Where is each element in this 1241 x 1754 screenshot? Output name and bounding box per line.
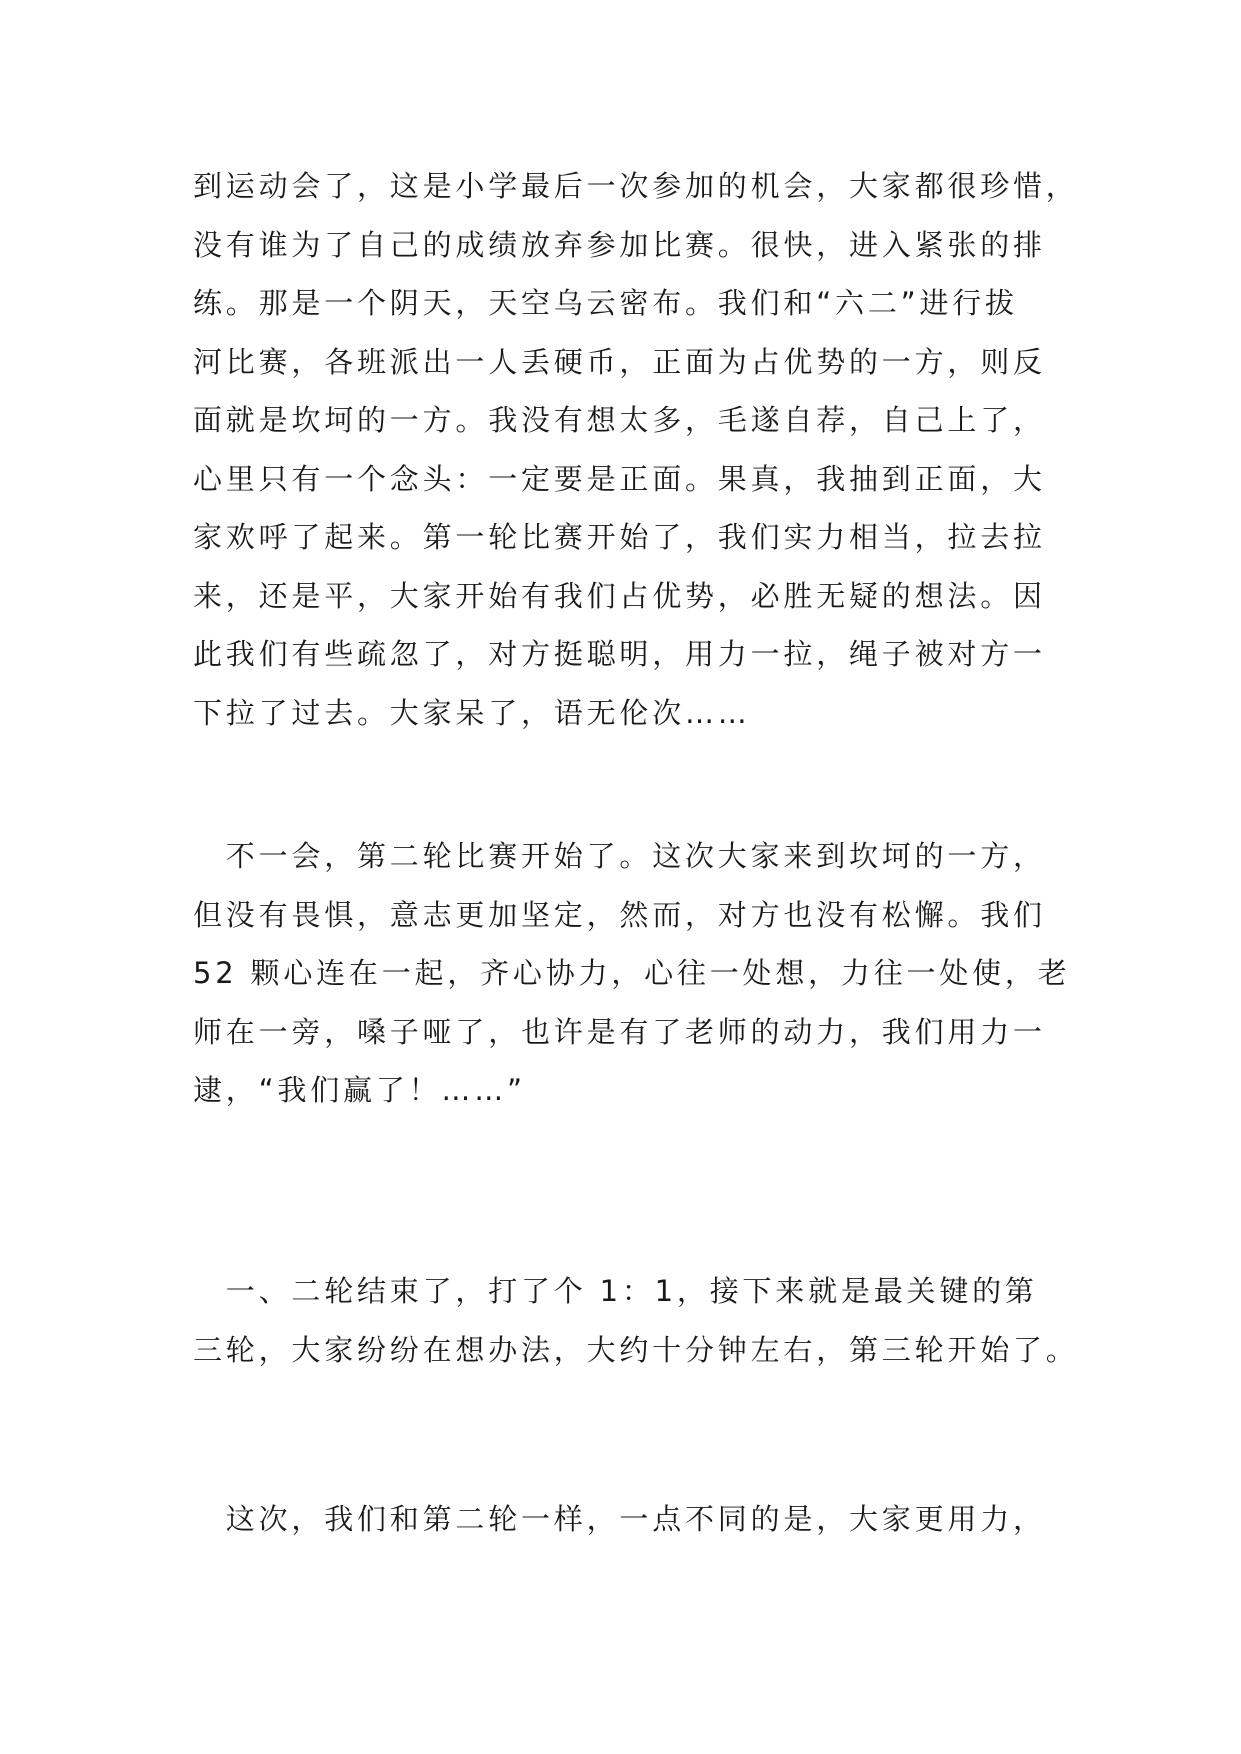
paragraph-line: 练。那是一个阴天，天空乌云密布。我们和“六二”进行拔 bbox=[193, 286, 1018, 320]
paragraph-line: 没有谁为了自己的成绩放弃参加比赛。很快，进入紧张的排 bbox=[193, 227, 1046, 262]
paragraph-line: 下拉了过去。大家呆了，语无伦次…… bbox=[193, 695, 751, 730]
paragraph-2 bbox=[193, 827, 1071, 1120]
paragraph-line: 河比赛，各班派出一人丢硬币，正面为占优势的一方，则反 bbox=[193, 344, 1046, 379]
paragraph-line: 到运动会了，这是小学最后一次参加的机会，大家都很珍惜， bbox=[193, 169, 1079, 203]
paragraph-line: 家欢呼了起来。第一轮比赛开始了，我们实力相当，拉去拉 bbox=[193, 520, 1046, 554]
paragraph-3 bbox=[193, 1262, 1079, 1379]
paragraph-line: 此我们有些疏忽了，对方挺聪明，用力一拉，绳子被对方一 bbox=[193, 637, 1046, 671]
paragraph-1 bbox=[193, 157, 1079, 742]
paragraph-line: 心里只有一个念头：一定要是正面。果真，我抽到正面，大 bbox=[193, 461, 1046, 496]
paragraph-line: 不一会，第二轮比赛开始了。这次大家来到坎坷的一方， bbox=[193, 839, 1046, 873]
paragraph-line: 师在一旁，嗓子哑了，也许是有了老师的动力，我们用力一 bbox=[193, 1014, 1046, 1049]
paragraph-line: 一、二轮结束了，打了个 1：1，接下来就是最关键的第 bbox=[193, 1274, 1038, 1308]
paragraph-4 bbox=[193, 1490, 1068, 1549]
paragraph-line: 逮，“我们赢了！……” bbox=[193, 1073, 526, 1107]
paragraph-line: 三轮，大家纷纷在想办法，大约十分钟左右，第三轮开始了。 bbox=[193, 1332, 1079, 1367]
paragraph-line: 52 颗心连在一起，齐心协力，心往一处想，力往一处使，老 bbox=[193, 956, 1071, 990]
paragraph-line: 但没有畏惧，意志更加坚定，然而，对方也没有松懈。我们 bbox=[193, 897, 1046, 932]
paragraph-line: 来，还是平，大家开始有我们占优势，必胜无疑的想法。因 bbox=[193, 578, 1046, 613]
paragraph-line: 面就是坎坷的一方。我没有想太多，毛遂自荐，自己上了， bbox=[193, 403, 1046, 437]
paragraph-line: 这次，我们和第二轮一样，一点不同的是，大家更用力， bbox=[193, 1502, 1046, 1536]
